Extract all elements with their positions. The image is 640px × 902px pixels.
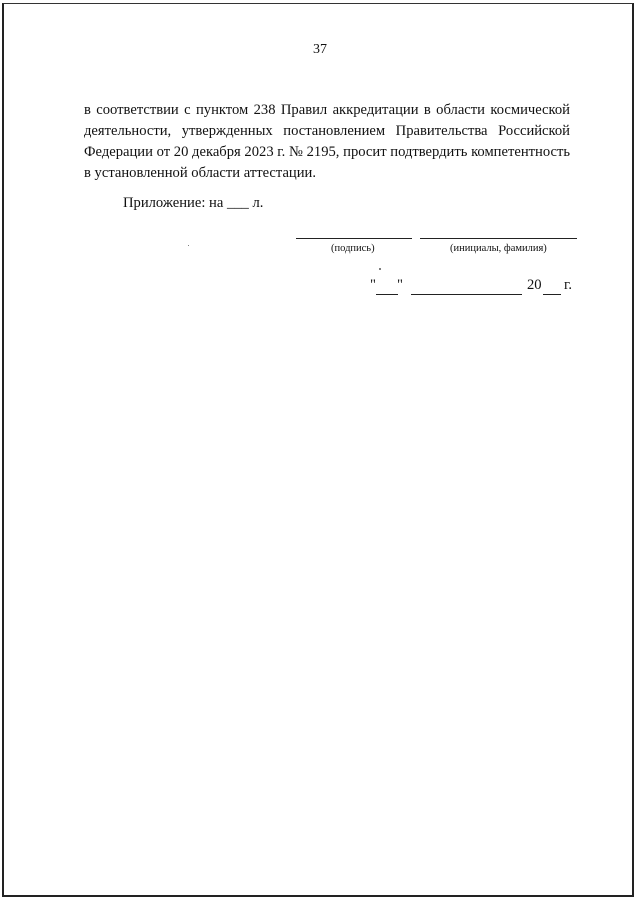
body-paragraph: в соответствии с пунктом 238 Правил аккредитации в области космической деятельности, утвержденных постановлением Правительства Российской Федерации от 20 декабря 2023 г. № 2195, просит подтвердить компетентность в установленной области аттестации. [84, 102, 570, 181]
date-quote-open: " [370, 277, 376, 293]
year-prefix: 20 [527, 277, 542, 293]
signature-line [296, 238, 412, 239]
month-blank [411, 294, 522, 295]
year-suffix: г. [564, 277, 572, 293]
date-quote-close: " [397, 277, 403, 293]
name-caption: (инициалы, фамилия) [450, 243, 547, 254]
scan-speck [379, 268, 381, 270]
name-line [420, 238, 577, 239]
page-number: 37 [313, 42, 327, 57]
attachment-line: Приложение: на ___ л. [123, 195, 264, 211]
year-blank [543, 294, 561, 295]
signature-caption: (подпись) [331, 243, 375, 254]
day-blank [376, 294, 398, 295]
scan-speck [188, 245, 189, 246]
